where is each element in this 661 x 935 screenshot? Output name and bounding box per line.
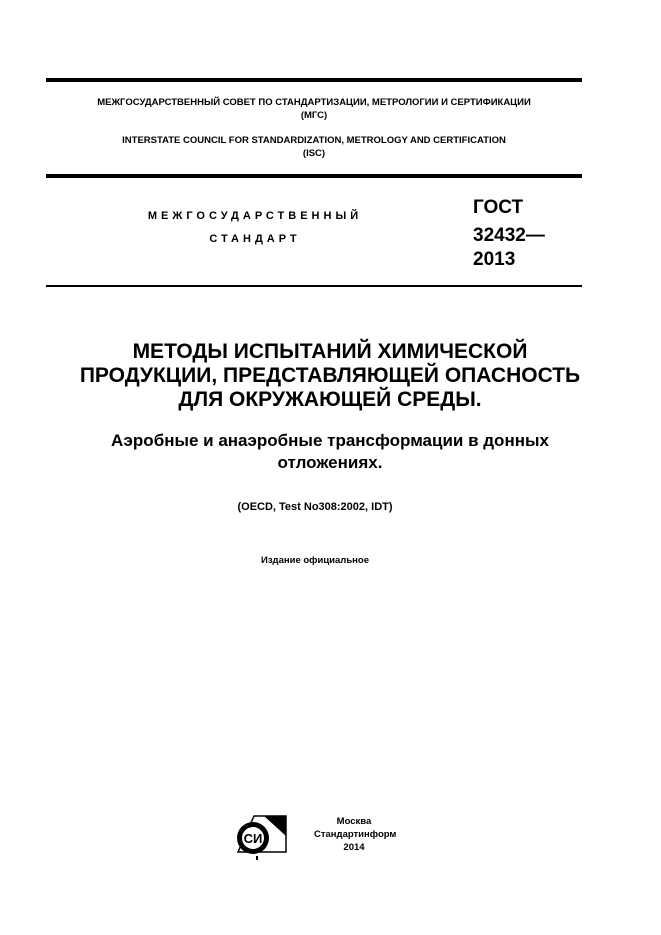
- document-title: [20, 340, 640, 412]
- council-block: [46, 96, 582, 122]
- publisher-block: [314, 815, 397, 854]
- gost-prefix: ГОСТ: [473, 197, 524, 218]
- oecd-reference: (OECD, Test No308:2002, IDT): [237, 501, 393, 513]
- top-rule: [46, 78, 582, 82]
- gost-number: 32432—: [473, 225, 545, 246]
- standartinform-logo: [234, 812, 288, 860]
- publisher-year: 2014: [343, 842, 365, 853]
- header-bottom-rule: [46, 285, 582, 287]
- document-subtitle: [40, 430, 620, 474]
- edition-note: Издание официальное: [261, 555, 369, 566]
- council-block-en: [46, 134, 582, 160]
- council-ru-name: МЕЖГОСУДАРСТВЕННЫЙ СОВЕТ ПО СТАНДАРТИЗАЦИИ, МЕТРОЛОГИИ И СЕРТИФИКАЦИИ: [97, 97, 531, 108]
- council-ru-abbr: (МГС): [300, 110, 328, 121]
- title-line-1: МЕТОДЫ ИСПЫТАНИЙ ХИМИЧЕСКОЙ: [132, 340, 528, 363]
- logo-text: СИ: [243, 831, 263, 846]
- gost-year: 2013: [473, 249, 516, 270]
- publisher-city: Москва: [336, 816, 372, 827]
- council-en-abbr: (ISC): [302, 148, 326, 159]
- council-bottom-rule: [46, 174, 582, 178]
- subtitle-line-1: Аэробные и анаэробные трансформации в донных: [111, 431, 549, 450]
- gost-designation: [473, 196, 545, 272]
- subtitle-line-2: отложениях.: [277, 453, 383, 472]
- council-en-name: INTERSTATE COUNCIL FOR STANDARDIZATION, METROLOGY AND CERTIFICATION: [122, 135, 506, 146]
- standard-type-line2: СТАНДАРТ: [209, 233, 301, 245]
- title-line-3: ДЛЯ ОКРУЖАЮЩЕЙ СРЕДЫ.: [178, 388, 482, 411]
- publisher-name: Стандартинформ: [314, 829, 397, 840]
- standartinform-logo-icon: [234, 812, 288, 860]
- title-line-2: ПРОДУКЦИИ, ПРЕДСТАВЛЯЮЩЕЙ ОПАСНОСТЬ: [79, 364, 581, 387]
- standard-type-line1: МЕЖГОСУДАРСТВЕННЫЙ: [147, 210, 363, 222]
